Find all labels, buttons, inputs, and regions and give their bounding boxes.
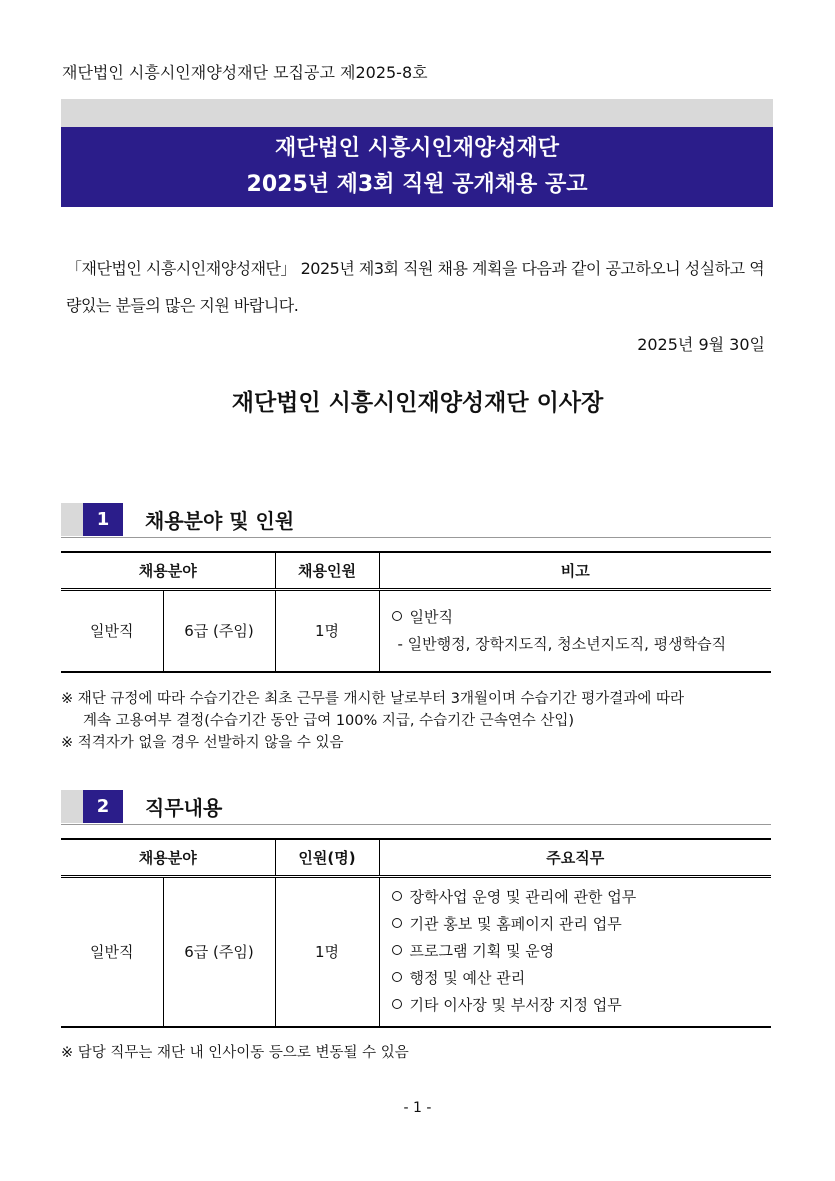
- cell-count: 1명: [275, 590, 379, 672]
- circle-bullet-icon: [392, 972, 402, 982]
- title-banner: [61, 127, 773, 207]
- duty-item: 기관 홍보 및 홈페이지 관리 업무: [392, 911, 772, 938]
- duty-item: 기타 이사장 및 부서장 지정 업무: [392, 992, 772, 1019]
- header-count: 인원(명): [275, 839, 379, 877]
- document-number: 재단법인 시흥시인재양성재단 모집공고 제2025-8호: [62, 63, 428, 82]
- header-field: 채용분야: [61, 552, 275, 590]
- page-number: - 1 -: [403, 1100, 432, 1116]
- circle-bullet-icon: [392, 891, 402, 901]
- section-2-header: [61, 790, 771, 825]
- section-1-header: [61, 503, 771, 538]
- header-field: 채용분야: [61, 839, 275, 877]
- cell-duties: [379, 877, 771, 1027]
- recruitment-table: [61, 551, 771, 673]
- circle-bullet-icon: [392, 918, 402, 928]
- note-line: ※ 적격자가 없을 경우 선발하지 않을 수 있음: [61, 735, 344, 751]
- header-duties: 주요직무: [379, 839, 771, 877]
- duty-item: 행정 및 예산 관리: [392, 965, 772, 992]
- cell-grade: 6급 (주임): [163, 590, 275, 672]
- note-line: ※ 재단 규정에 따라 수습기간은 최초 근무를 개시한 날로부터 3개월이며 수습기간 평가결과에 따라: [61, 691, 684, 707]
- issuer-name: 재단법인 시흥시인재양성재단 이사장: [231, 390, 604, 416]
- header-remarks: 비고: [379, 552, 771, 590]
- section-1-notes: [61, 688, 781, 754]
- cell-count: 1명: [275, 877, 379, 1027]
- header-count: 채용인원: [275, 552, 379, 590]
- section-number: 1: [83, 503, 123, 536]
- announcement-date: 2025년 9월 30일: [637, 335, 765, 354]
- duty-item: 장학사업 운영 및 관리에 관한 업무: [392, 884, 772, 911]
- cell-field: 일반직: [61, 877, 163, 1027]
- section-number: 2: [83, 790, 123, 823]
- circle-bullet-icon: [392, 999, 402, 1009]
- title-top-bar: [61, 99, 773, 127]
- remark-item: 일반직: [392, 604, 772, 631]
- cell-grade: 6급 (주임): [163, 877, 275, 1027]
- duties-table: [61, 838, 771, 1028]
- title-line-1: 재단법인 시흥시인재양성재단: [275, 136, 559, 161]
- circle-bullet-icon: [392, 611, 402, 621]
- cell-field: 일반직: [61, 590, 163, 672]
- section-title: 채용분야 및 인원: [145, 509, 295, 533]
- note-line: 계속 고용여부 결정(수습기간 동안 급여 100% 지급, 수습기간 근속연수 산입): [83, 713, 575, 729]
- intro-paragraph: 「재단법인 시흥시인재양성재단」 2025년 제3회 직원 채용 계획을 다음과 같이 공고하오니 성실하고 역량있는 분들의 많은 지원 바랍니다.: [66, 259, 765, 315]
- title-line-2: 2025년 제3회 직원 공개채용 공고: [246, 172, 588, 197]
- cell-remarks: [379, 590, 771, 672]
- remark-sub-item: - 일반행정, 장학지도직, 청소년지도직, 평생학습직: [397, 634, 727, 653]
- section-2-note: ※ 담당 직무는 재단 내 인사이동 등으로 변동될 수 있음: [61, 1045, 409, 1061]
- circle-bullet-icon: [392, 945, 402, 955]
- duty-item: 프로그램 기획 및 운영: [392, 938, 772, 965]
- section-title: 직무내용: [145, 796, 223, 820]
